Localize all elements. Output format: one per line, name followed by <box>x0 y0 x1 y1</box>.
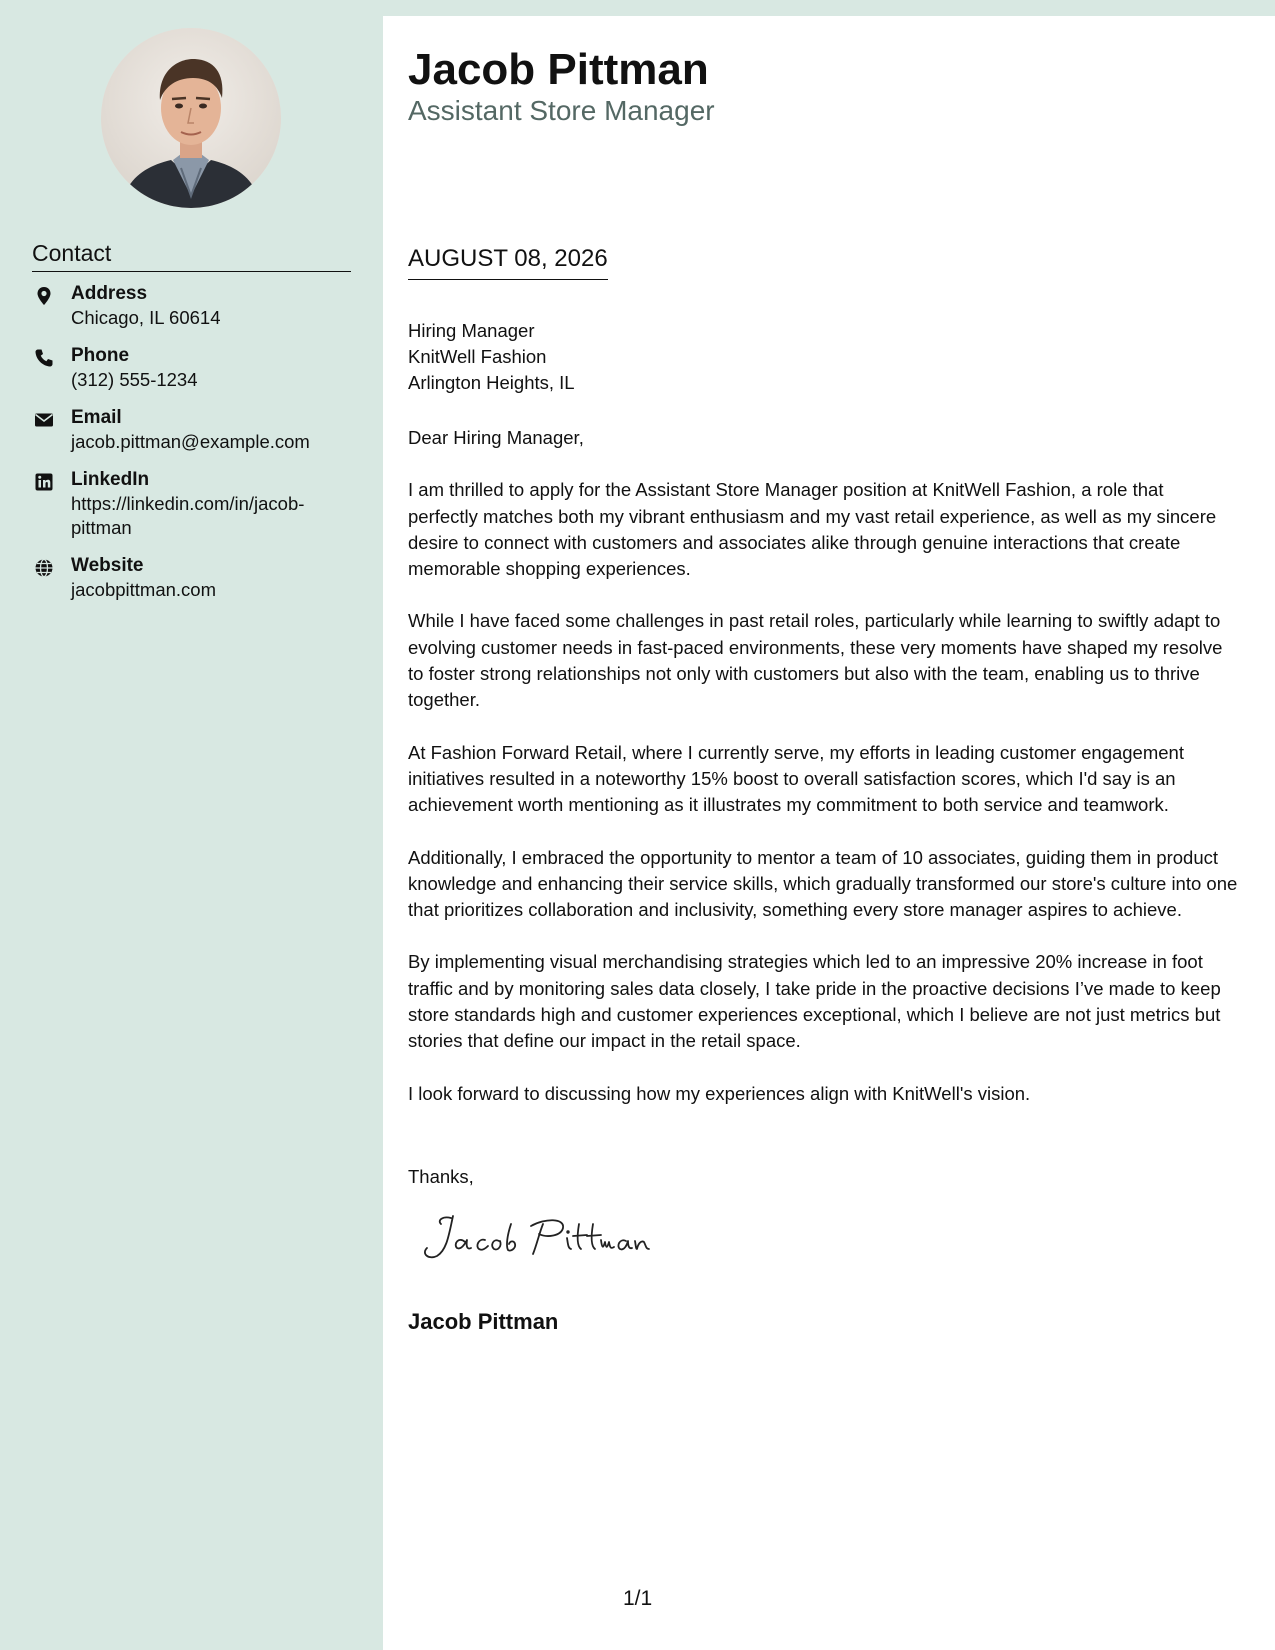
body-paragraph: I look forward to discussing how my experiences align with KnitWell's vision. <box>408 1082 1031 1104</box>
contact-item-phone <box>32 344 352 392</box>
contact-value[interactable]: https://linkedin.com/in/jacob-pittman <box>71 493 305 538</box>
sidebar <box>0 0 383 1650</box>
contact-value[interactable]: jacobpittman.com <box>71 579 216 600</box>
signature-image <box>413 1204 673 1274</box>
contact-item-website <box>32 554 352 602</box>
body-paragraph: Additionally, I embraced the opportunity to mentor a team of 10 associates, guiding them in product knowledge and enhancing their service skills, which gradually transformed our store's culture into one that prioritizes collaboration and inclusivity, something every store manager aspires to achieve. <box>408 846 1238 921</box>
contact-value: Chicago, IL 60614 <box>71 307 221 328</box>
contact-item-email <box>32 406 352 454</box>
signed-name: Jacob Pittman <box>408 1309 559 1334</box>
recipient-block <box>408 318 575 396</box>
page-number: 1/1 <box>623 1587 653 1610</box>
applicant-name: Jacob Pittman <box>408 45 709 94</box>
recipient-line: Arlington Heights, IL <box>408 372 575 393</box>
contact-label: LinkedIn <box>71 469 150 490</box>
body-paragraph: I am thrilled to apply for the Assistant Store Manager position at KnitWell Fashion, a role that perfectly matches both my vibrant enthusiasm and my vast retail experience, as well as my sincere desire to connect with customers and associates alike through genuine interactions that create memorable shopping experiences. <box>408 479 1217 580</box>
body-paragraph: At Fashion Forward Retail, where I currently serve, my efforts in leading customer engagement initiatives resulted in a noteworthy 15% boost to overall satisfaction scores, which I'd say is an achievement worth mentioning as it illustrates my commitment to both service and teamwork. <box>408 741 1184 816</box>
contact-heading: Contact <box>32 238 351 272</box>
contact-value: (312) 555-1234 <box>71 369 198 390</box>
contact-value[interactable]: jacob.pittman@example.com <box>71 431 310 452</box>
job-title: Assistant Store Manager <box>408 95 715 126</box>
recipient-line: Hiring Manager <box>408 320 535 341</box>
contact-label: Phone <box>71 345 130 366</box>
recipient-line: KnitWell Fashion <box>408 346 547 367</box>
body-paragraph: While I have faced some challenges in past retail roles, particularly while learning to swiftly adapt to evolving customer needs in fast-paced environments, these very moments have shaped my resolve to foster strong relationships not only with customers but also with the team, enabling us to thrive together. <box>408 610 1223 711</box>
envelope-icon <box>34 410 54 430</box>
contact-list <box>32 282 352 616</box>
contact-item-linkedin <box>32 468 352 540</box>
map-pin-icon <box>34 286 54 306</box>
letter-body <box>408 425 1238 1133</box>
contact-label: Email <box>71 407 122 428</box>
salutation: Dear Hiring Manager, <box>408 427 584 448</box>
phone-icon <box>34 348 54 368</box>
contact-label: Website <box>71 555 144 576</box>
contact-item-address <box>32 282 352 330</box>
linkedin-icon <box>34 472 54 492</box>
contact-label: Address <box>71 283 148 304</box>
body-paragraph: By implementing visual merchandising strategies which led to an impressive 20% increase in foot traffic and by monitoring sales data closely, I take pride in the proactive decisions I’ve made to keep store standards high and customer experiences exceptional, which I believe are not just metrics but stories that define our impact in the retail space. <box>408 951 1221 1052</box>
closing: Thanks, <box>408 1166 474 1187</box>
letter-date: AUGUST 08, 2026 <box>408 243 608 280</box>
avatar <box>101 28 281 208</box>
letter-main <box>383 16 1275 1650</box>
globe-icon <box>34 558 54 578</box>
